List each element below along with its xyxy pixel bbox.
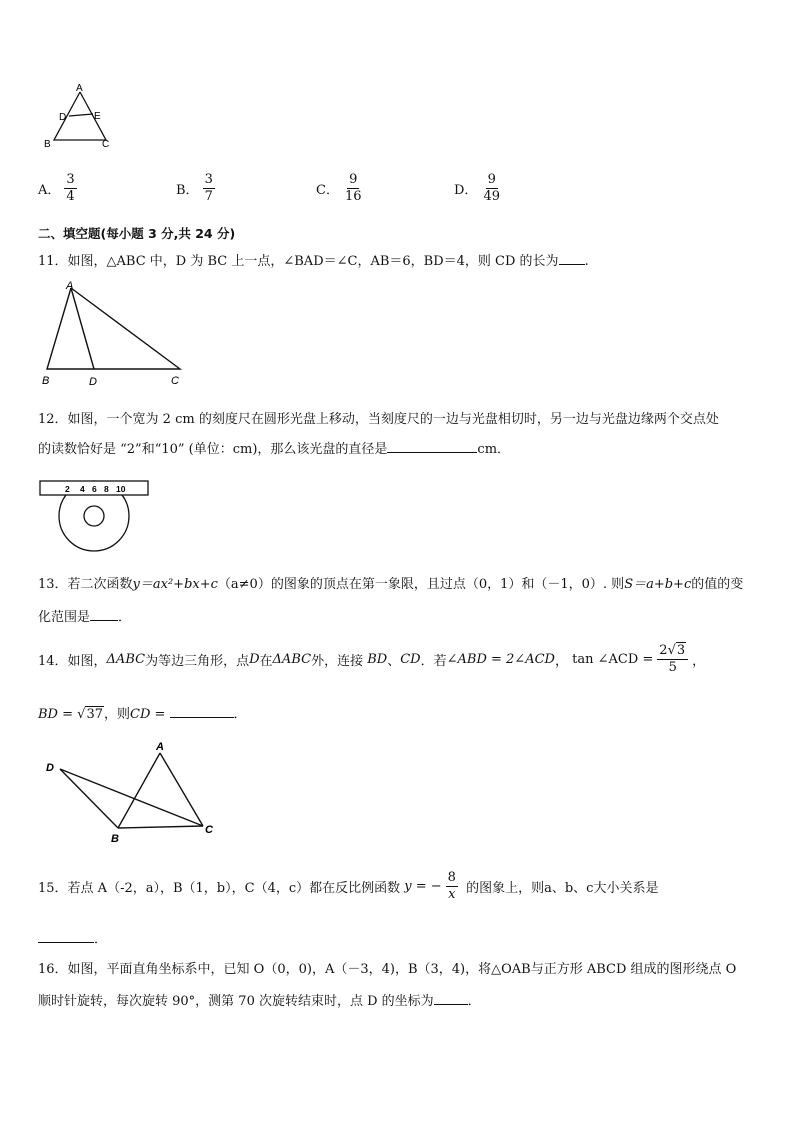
option-c[interactable] [316, 172, 368, 205]
section-heading: 二、填空题(每小题 3 分,共 24 分) [38, 226, 236, 241]
q13-function: y＝ax²+bx+c [132, 577, 218, 592]
q14-bd-rad: 37 [86, 707, 103, 722]
q16-text: 顺时针旋转，每次旋转 90°，测第 70 次旋转结束时，点 D 的坐标为 [38, 994, 434, 1009]
question-12-line-2 [38, 438, 510, 457]
q14-tan-fraction: $\frac{2√3}{5}$ [657, 643, 688, 676]
option-b[interactable] [176, 172, 219, 205]
option-letter: A． [38, 183, 61, 198]
question-15 [38, 866, 658, 906]
q13-condition: （a≠0） [217, 577, 271, 592]
q14-point-d: D [249, 651, 260, 667]
q14-bd: BD = [38, 707, 74, 722]
q14-label-A: A [156, 741, 164, 753]
ruler-mark-6: 6 [92, 484, 97, 494]
q13-part: 的图象的顶点在第一象限，且过点（0，1）和（－1，0）. 则 [270, 577, 625, 592]
answer-blank-13[interactable] [90, 608, 118, 621]
q14-seg-bd: BD [367, 651, 388, 667]
q14-tan: tan ∠ACD = [572, 651, 654, 667]
ruler-mark-2: 2 [65, 484, 70, 494]
q14-sep: 、 [387, 653, 401, 669]
question-13-line-1 [38, 573, 743, 592]
label-E: E [94, 111, 101, 122]
figure-triangle-ade [40, 82, 120, 152]
q14-part: 在 [259, 653, 273, 669]
q14-angle-eq: ∠ABD = 2∠ACD [446, 651, 555, 667]
q14-comma: ， [692, 653, 706, 669]
q15-part: 15．若点 A（-2，a），B（1，b），C（4，c）都在反比例函数 [38, 880, 401, 896]
q14-triangle: ΔABC [272, 651, 312, 667]
question-13-line-2 [38, 606, 131, 625]
option-letter: D． [454, 183, 478, 198]
q14-cd: CD = [130, 707, 166, 722]
q13-part: 化范围是 [38, 610, 91, 625]
q13-end: ． [118, 610, 132, 625]
label-C: C [102, 139, 110, 150]
q16-end: ． [467, 994, 481, 1009]
option-letter: C． [316, 183, 339, 198]
q15-end: ． [94, 932, 108, 947]
q13-part: 13．若二次函数 [38, 577, 133, 592]
q14-part: 14．如图， [38, 653, 107, 669]
q14-label-B: B [111, 833, 119, 845]
q11-end: . [584, 254, 589, 269]
question-12-line-1: 12．如图，一个宽为 2 cm 的刻度尺在圆形光盘上移动，当刻度尺的一边与光盘相切时，另一边与光盘边缘两个交点处 [38, 412, 719, 427]
q11-text: 11．如图，△ABC 中，D 为 BC 上一点，∠BAD＝∠C，AB＝6，BD＝4，则 CD 的长为 [38, 254, 559, 269]
figure-q12-ruler-disc [36, 474, 156, 558]
q14-part: 为等边三角形，点 [145, 653, 250, 669]
option-fraction: $\frac{3}{4}$ [66, 172, 75, 204]
question-14-line-2: BD = √37，则CD = ． [38, 707, 247, 722]
q14-label-C: C [205, 824, 213, 836]
ruler-mark-8: 8 [104, 484, 109, 494]
q11-label-B: B [42, 375, 50, 387]
q14-triangle: ΔABC [106, 651, 146, 667]
q11-label-D: D [89, 376, 97, 388]
q15-part: 的图象上，则a、b、c大小关系是 [466, 880, 659, 896]
answer-blank-16[interactable] [434, 992, 468, 1005]
question-16-line-1: 16．如图，平面直角坐标系中，已知 O（0，0)，A（－3，4)，B（3，4)，将△OAB与正方形 ABCD 组成的图形绕点 O [38, 962, 737, 977]
question-15-answer [38, 928, 107, 947]
q13-s-expr: S＝a+b+c [624, 577, 692, 592]
q11-label-C: C [171, 375, 179, 387]
q14-part: ．若 [420, 653, 447, 669]
q13-part: 的值的变 [691, 577, 744, 592]
q12-end: cm． [477, 442, 511, 457]
q14-part: ，则 [103, 707, 130, 722]
option-d[interactable] [454, 172, 506, 205]
answer-blank-11[interactable] [559, 252, 585, 265]
answer-blank-14[interactable] [170, 705, 234, 718]
option-fraction: $\frac{9}{49}$ [483, 172, 500, 204]
option-fraction: $\frac{9}{16}$ [344, 172, 362, 204]
q15-function: y = − [404, 878, 442, 894]
label-B: B [44, 139, 51, 150]
question-11 [38, 250, 589, 269]
q14-label-D: D [46, 762, 54, 774]
option-fraction: $\frac{3}{7}$ [204, 172, 213, 204]
q11-label-A: A [66, 280, 74, 292]
answer-blank-15[interactable] [38, 930, 94, 943]
q14-end: ． [233, 707, 247, 722]
label-D: D [59, 112, 67, 123]
figure-q11 [38, 278, 198, 390]
ruler-mark-4: 4 [80, 484, 85, 494]
q14-part: 外，连接 [311, 653, 364, 669]
question-14-line-1 [38, 642, 705, 676]
q12-text: 的读数恰好是 “2”和“10” (单位：cm)，那么该光盘的直径是 [38, 442, 388, 457]
q14-seg-cd: CD [400, 651, 421, 667]
ruler-mark-10: 10 [116, 484, 126, 494]
option-a[interactable] [38, 172, 81, 205]
q14-comma: ， [554, 653, 568, 669]
figure-q14 [40, 738, 230, 848]
answer-blank-12[interactable] [387, 440, 477, 453]
q15-fraction: $\frac{8}{x}$ [447, 869, 456, 902]
label-A: A [76, 83, 83, 94]
option-letter: B． [176, 183, 199, 198]
question-16-line-2 [38, 990, 481, 1009]
